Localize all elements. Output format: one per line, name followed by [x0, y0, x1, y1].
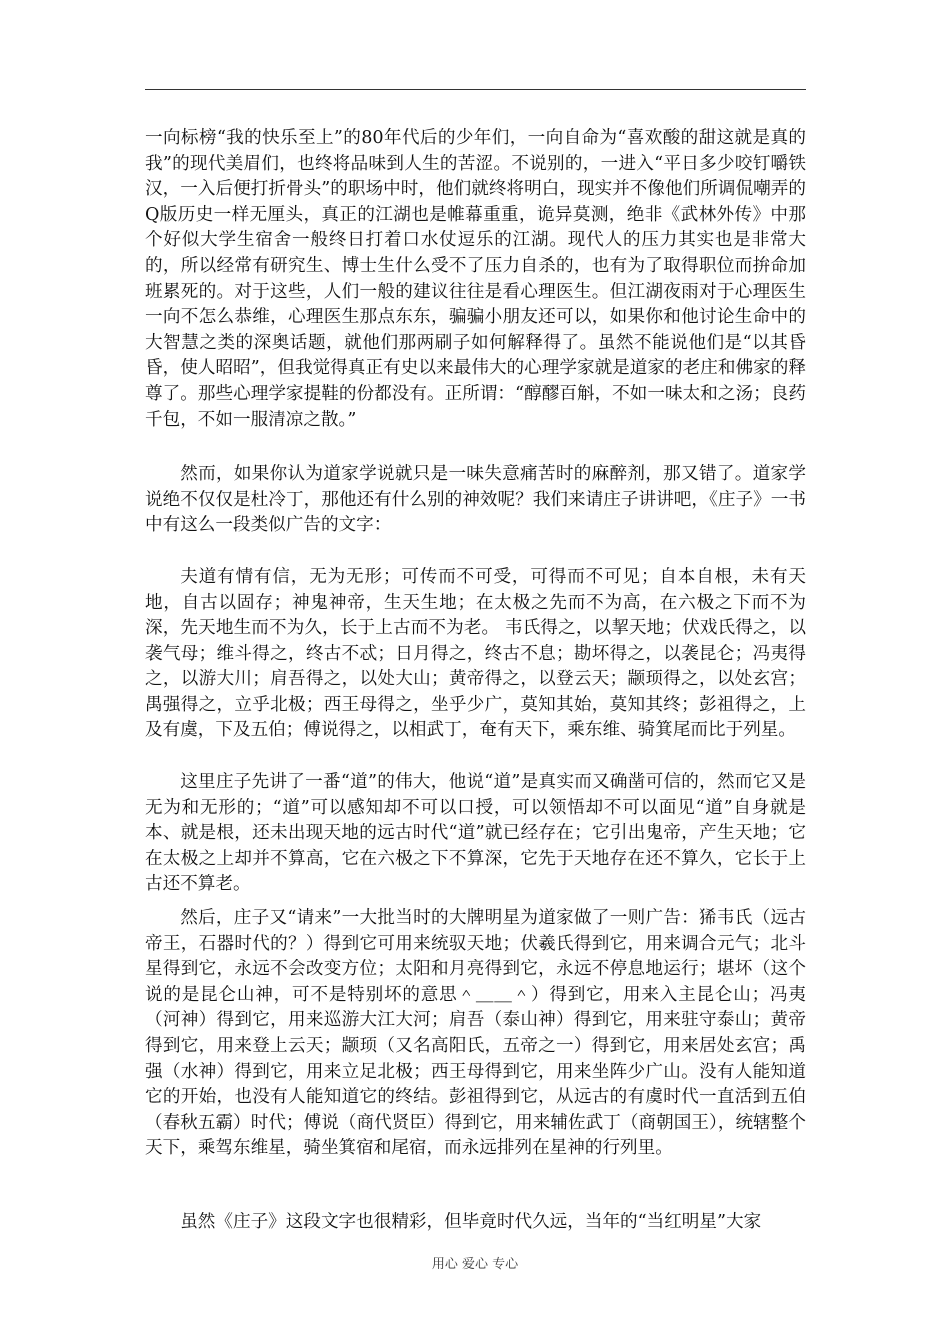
header-rule	[145, 89, 806, 90]
paragraph-1: 一向标榜“我的快乐至上”的80年代后的少年们，一向自命为“喜欢酸的甜这就是真的我”的现代美眉们，也终将品味到人生的苦涩。不说别的，一进入“平日多少咬钉嚼铁汉，一入后便打折骨头”的职场中时，他们就终将明白，现实并不像他们所调侃嘲弄的Q版历史一样无厘头，真正的江湖也是帷幕重重，诡异莫测，绝非《武林外传》中那个好似大学生宿舍一般终日打着口水仗逗乐的江湖。现代人的压力其实也是非常大的，所以经常有研究生、博士生什么受不了压力自杀的，也有为了取得职位而拚命加班累死的。对于这些，人们一般的建议往往是看心理医生。但江湖夜雨对于心理医生一向不怎么恭维，心理医生那点东东，骗骗小朋友还可以，如果你和他讨论生命中的大智慧之类的深奥话题，就他们那两刷子如何解释得了。虽然不能说他们是“以其昏昏，使人昭昭”，但我觉得真正有史以来最伟大的心理学家就是道家的老庄和佛家的释尊了。那些心理学家提鞋的份都没有。正所谓：“醇醪百斛，不如一味太和之汤；良药千包，不如一服清凉之散。”	[145, 128, 806, 430]
page-footer: 用心 爱心 专心	[431, 1257, 519, 1272]
document-body	[145, 126, 806, 1236]
paragraph-3: 这里庄子先讲了一番“道”的伟大，他说“道”是真实而又确凿可信的，然而它又是无为和无形的；“道”可以感知却不可以口授，可以领悟却不可以面见“道”自身就是本、就是根，还未出现天地的远古时代“道”就已经存在；它引出鬼帝，产生天地；它在太极之上却并不算高，它在六极之下不算深，它先于天地存在还不算久，它长于上古还不算老。	[145, 772, 806, 895]
paragraph-quote: 夫道有情有信，无为无形；可传而不可受，可得而不可见；自本自根，未有天地，自古以固存；神鬼神帝，生天生地；在太极之先而不为高，在六极之下而不为深，先天地生而不为久，长于上古而不为老。 韦氏得之，以挈天地；伏戏氏得之，以袭气母；维斗得之，终古不忒；日月得之，终古不息；勘坏得之，以袭昆仑；冯夷得之，以游大川；肩吾得之，以处大山；黄帝得之，以登云天；颛顼得之，以处玄宫；禺强得之，立乎北极；西王母得之，坐乎少广，莫知其始，莫知其终；彭祖得之，上及有虞，下及五伯；傅说得之，以相武丁，奄有天下，乘东维、骑箕尾而比于列星。	[145, 566, 806, 741]
paragraph-4: 然后，庄子又“请来”一大批当时的大牌明星为道家做了一则广告：狶韦氏（远古帝王，石器时代的？）得到它可用来统驭天地；伏羲氏得到它，用来调合元气；北斗星得到它，永远不会改变方位；太阳和月亮得到它，永远不停息地运行；堪坏（这个说的是昆仑山神，可不是特别坏的意思＾＿＿＾）得到它，用来入主昆仑山；冯夷（河神）得到它，用来巡游大江大河；肩吾（泰山神）得到它，用来驻守泰山；黄帝得到它，用来登上云天；颛顼（又名高阳氏，五帝之一）得到它，用来居处玄宫；禹强（水神）得到它，用来立足北极；西王母得到它，用来坐阵少广山。没有人能知道它的开始，也没有人能知道它的终结。彭祖得到它，从远古的有虞时代一直活到五伯（春秋五霸）时代；傅说（商代贤臣）得到它，用来辅佐武丁（商朝国王），统辖整个天下，乘驾东维星，骑坐箕宿和尾宿，而永远排列在星神的行列里。	[145, 908, 806, 1159]
paragraph-5: 虽然《庄子》这段文字也很精彩，但毕竟时代久远，当年的“当红明星”大家	[180, 1211, 762, 1232]
paragraph-2: 然而，如果你认为道家学说就只是一味失意痛苦时的麻醉剂，那又错了。道家学说绝不仅仅是杜冷丁，那他还有什么别的神效呢？我们来请庄子讲讲吧，《庄子》一书中有这么一段类似广告的文字：	[145, 464, 806, 536]
